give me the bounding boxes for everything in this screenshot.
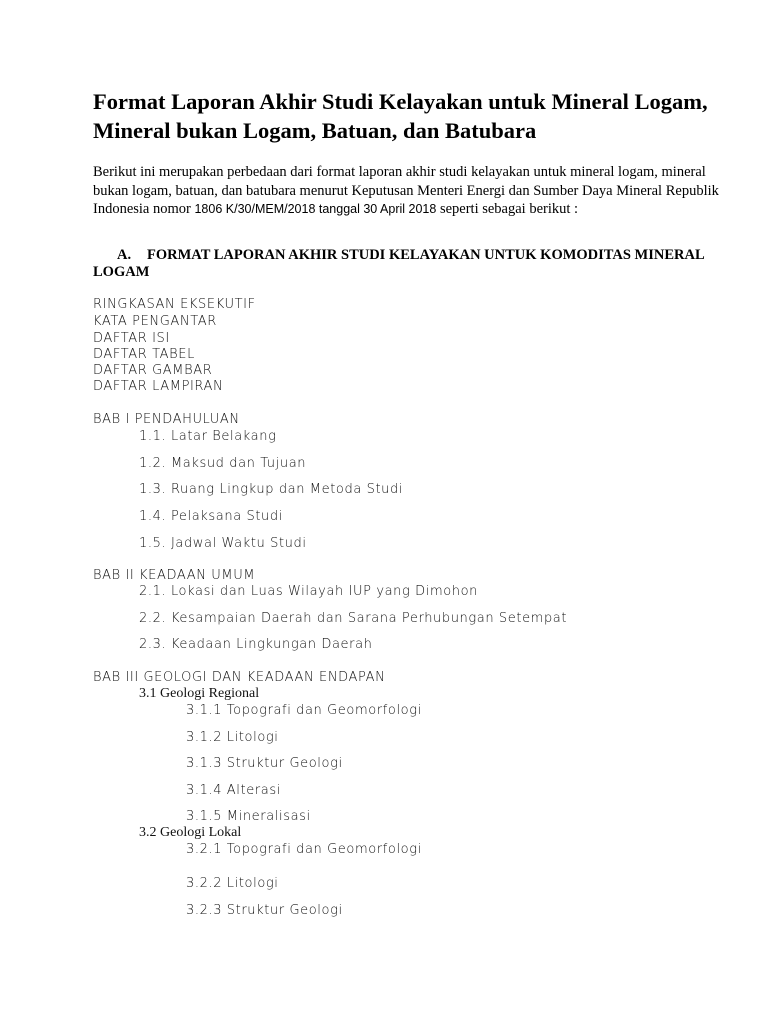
front-matter-item: DAFTAR TABEL (93, 347, 195, 362)
toc-item: 3.1.1 Topografi dan Geomorfologi (186, 703, 422, 718)
intro-tail: seperti sebagai berikut : (436, 201, 579, 217)
toc-item: 3.2.1 Topografi dan Geomorfologi (186, 842, 422, 857)
front-matter-item: DAFTAR LAMPIRAN (93, 379, 224, 394)
toc-item: 1.3. Ruang Lingkup dan Metoda Studi (139, 482, 404, 497)
subchapter-title: 3.2 Geologi Lokal (139, 825, 242, 840)
intro-paragraph (93, 163, 733, 219)
toc-item: 1.4. Pelaksana Studi (139, 509, 283, 524)
toc-item: 2.1. Lokasi dan Luas Wilayah IUP yang Dimohon (139, 584, 479, 599)
toc-item: 3.1.3 Struktur Geologi (186, 756, 343, 771)
front-matter-item: DAFTAR ISI (93, 331, 170, 346)
toc-item: 3.1.5 Mineralisasi (186, 809, 311, 824)
chapter-title: BAB II KEADAAN UMUM (93, 568, 256, 583)
intro-text: Berikut ini merupakan perbedaan dari format laporan akhir studi kelayakan untuk mineral logam, mineral bukan logam, batuan, dan batubara menurut Keputusan Menteri Energi dan Sumber Daya Mineral Republik Indonesia nomor (93, 164, 719, 217)
toc-item: 3.2.3 Struktur Geologi (186, 903, 343, 918)
chapter-title: BAB I PENDAHULUAN (93, 412, 240, 427)
front-matter-item: KATA PENGANTAR (93, 314, 217, 329)
document-title: Format Laporan Akhir Studi Kelayakan untuk Mineral Logam, Mineral bukan Logam, Batuan, dan Batubara (93, 89, 708, 143)
front-matter-item: RINGKASAN EKSEKUTIF (93, 297, 256, 312)
toc-item: 2.2. Kesampaian Daerah dan Sarana Perhubungan Setempat (139, 611, 568, 626)
toc-item: 3.1.2 Litologi (186, 730, 279, 745)
section-heading (93, 247, 733, 281)
toc-item: 1.5. Jadwal Waktu Studi (139, 536, 307, 551)
toc-item: 1.2. Maksud dan Tujuan (139, 456, 307, 471)
chapter-title: BAB III GEOLOGI DAN KEADAAN ENDAPAN (93, 670, 386, 685)
toc-item: 3.2.2 Litologi (186, 876, 279, 891)
section-title: FORMAT LAPORAN AKHIR STUDI KELAYAKAN UNTUK KOMODITAS MINERAL LOGAM (93, 247, 704, 280)
front-matter-item: DAFTAR GAMBAR (93, 363, 213, 378)
toc-item: 2.3. Keadaan Lingkungan Daerah (139, 637, 373, 652)
section-letter: A. (117, 247, 132, 263)
toc-item: 3.1.4 Alterasi (186, 783, 281, 798)
subchapter-title: 3.1 Geologi Regional (139, 686, 260, 701)
decree-reference: 1806 K/30/MEM/2018 tanggal 30 April 2018 (194, 202, 437, 216)
toc-item: 1.1. Latar Belakang (139, 429, 277, 444)
